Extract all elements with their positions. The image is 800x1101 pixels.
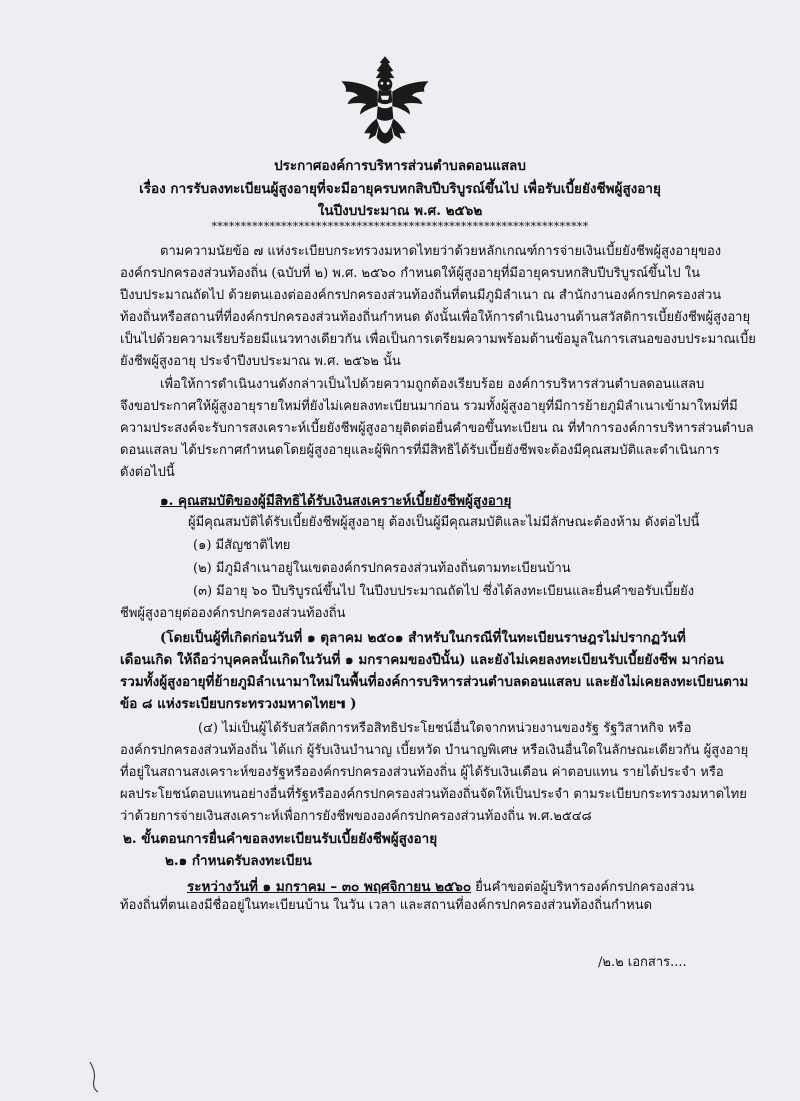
criteria-item-1: (๑) มีสัญชาติไทย — [193, 538, 291, 553]
section21-heading: ๒.๑ กำหนดรับลงทะเบียน — [165, 853, 312, 869]
registration-period — [187, 876, 694, 896]
para2-line: ดอนแสลบ ได้ประกาศกำหนดโดยผู้สูงอายุและผู้พิการที่มีสิทธิได้รับเบี้ยยังชีพจะต้องมีคุณสมบัติและดำเนินการ — [120, 443, 720, 458]
bold-note-line: รวมทั้งผู้สูงอายุที่ย้ายภูมิลำเนามาใหม่ในพื้นที่องค์การบริหารส่วนตำบลดอนแสลบ และยังไม่เคยลงทะเบียนตาม — [120, 674, 749, 690]
para1-line: ปีงบประมาณถัดไป ด้วยตนเองต่อองค์กรปกครองส่วนท้องถิ่นที่ตนมีภูมิลำเนา ณ สำนักงานองค์กรปกครองส่วน — [120, 288, 722, 303]
section1-intro: ผู้มีคุณสมบัติได้รับเบี้ยยังชีพผู้สูงอายุ ต้องเป็นผู้มีคุณสมบัติและไม่มีลักษณะต้องห้าม ดังต่อไปนี้ — [188, 515, 700, 530]
section1-heading: ๑. คุณสมบัติของผู้มีสิทธิได้รับเงินสงเคราะห์เบี้ยยังชีพผู้สูงอายุ — [160, 493, 512, 509]
criteria-item-3-cont: ชีพผู้สูงอายุต่อองค์กรปกครองส่วนท้องถิ่น — [120, 606, 346, 621]
notice-subject: เรื่อง การรับลงทะเบียนผู้สูงอายุที่จะมีอายุครบหกสิบปีบริบูรณ์ขึ้นไป เพื่อรับเบี้ยยังชีพผู้สูงอายุ — [139, 181, 661, 197]
garuda-emblem-icon — [333, 50, 437, 154]
registration-period-text: ยื่นคำขอต่อผู้บริหารองค์กรปกครองส่วน — [471, 880, 695, 895]
para2-line: จึงขอประกาศให้ผู้สูงอายุรายใหม่ที่ยังไม่เคยลงทะเบียนมาก่อน รวมทั้งผู้สูงอายุที่มีการย้ายภูมิลำเนาเข้ามาใหม่ที่มี — [120, 399, 738, 414]
registration-period-cont: ท้องถิ่นที่ตนเองมีชื่ออยู่ในทะเบียนบ้าน ในวัน เวลา และสถานที่องค์กรปกครองส่วนท้องถิ่นกำหนด — [120, 898, 653, 913]
criteria-item-3: (๓) มีอายุ ๖๐ ปีบริบูรณ์ขึ้นไป ในปีงบประมาณถัดไป ซึ่งได้ลงทะเบียนและยื่นคำขอรับเบี้ยยัง — [193, 584, 695, 599]
para1-line: ตามความนัยข้อ ๗ แห่งระเบียบกระทรวงมหาดไทยว่าด้วยหลักเกณฑ์การจ่ายเงินเบี้ยยังชีพผู้สูงอายุของ — [160, 244, 722, 259]
para1-line: องค์กรปกครองส่วนท้องถิ่น (ฉบับที่ ๒) พ.ศ. ๒๕๖๐ กำหนดให้ผู้สูงอายุที่มีอายุครบหกสิบปีบริบูรณ์ขึ้นไป ใน — [120, 266, 700, 281]
para1-line: เป็นไปด้วยความเรียบร้อยมีแนวทางเดียวกัน เพื่อเป็นการเตรียมความพร้อมด้านข้อมูลในการเสนอของบประมาณเบี้ย — [120, 332, 756, 347]
criteria-item-4-cont: องค์กรปกครองส่วนท้องถิ่น ได้แก่ ผู้รับเงินบำนาญ เบี้ยหวัด บำนาญพิเศษ หรือเงินอื่นใดในลักษณะเดียวกัน ผู้สูงอายุ — [120, 743, 749, 758]
notice-title: ประกาศองค์การบริหารส่วนตำบลดอนแสลบ — [274, 158, 526, 174]
criteria-item-4-cont: ผลประโยชน์ตอบแทนอย่างอื่นที่รัฐหรือองค์กรปกครองส่วนท้องถิ่นจัดให้เป็นประจำ ตามระเบียบกระทรวงมหาดไทย — [120, 787, 747, 802]
criteria-item-4: (๔) ไม่เป็นผู้ได้รับสวัสดิการหรือสิทธิประโยชน์อื่นใดจากหน่วยงานของรัฐ รัฐวิสาหกิจ หรือ — [198, 721, 692, 736]
section2-heading: ๒. ขั้นตอนการยื่นคำขอลงทะเบียนรับเบี้ยยังชีพผู้สูงอายุ — [123, 831, 438, 847]
para1-line: ยังชีพผู้สูงอายุ ประจำปีงบประมาณ พ.ศ. ๒๕๖๒ นั้น — [120, 354, 401, 369]
para2-line: เพื่อให้การดำเนินงานดังกล่าวเป็นไปด้วยความถูกต้องเรียบร้อย องค์การบริหารส่วนตำบลดอนแสลบ — [160, 377, 705, 392]
continued-marker: /๒.๒ เอกสาร.... — [598, 955, 687, 970]
bold-note-line: เดือนเกิด ให้ถือว่าบุคคลนั้นเกิดในวันที่ ๑ มกราคมของปีนั้น) และยังไม่เคยลงทะเบียนรับเบี้ยยังชีพ มาก่อน — [120, 652, 724, 668]
criteria-item-4-cont: ที่อยู่ในสถานสงเคราะห์ของรัฐหรือองค์กรปกครองส่วนท้องถิ่น ผู้ได้รับเงินเดือน ค่าตอบแทน รายได้ประจำ หรือ — [120, 765, 724, 780]
para2-line: ความประสงค์จะรับการสงเคราะห์เบี้ยยังชีพผู้สูงอายุติดต่อยื่นคำขอขึ้นทะเบียน ณ ที่ทำการองค์การบริหารส่วนตำบล — [120, 421, 754, 436]
para1-line: ท้องถิ่นหรือสถานที่ที่องค์กรปกครองส่วนท้องถิ่นกำหนด ดังนั้นเพื่อให้การดำเนินงานด้านสวัสดิการเบี้ยยังชีพผู้สูงอายุ — [120, 310, 751, 325]
criteria-item-4-cont: ว่าด้วยการจ่ายเงินสงเคราะห์เพื่อการยังชีพขององค์กรปกครองส่วนท้องถิ่น พ.ศ.๒๕๔๘ — [120, 809, 592, 824]
notice-fiscal-year: ในปีงบประมาณ พ.ศ. ๒๕๖๒ — [317, 203, 483, 219]
stray-pen-mark-icon — [86, 1060, 108, 1094]
registration-period-dates: ระหว่างวันที่ ๑ มกราคม – ๓๐ พฤศจิกายน ๒๕๖๐ — [187, 879, 472, 895]
bold-note-line: ข้อ ๘ แห่งระเบียบกระทรวงมหาดไทย๚ ) — [120, 696, 357, 712]
para2-line: ดังต่อไปนี้ — [120, 465, 175, 480]
separator-line: ***************************************************************** — [211, 220, 589, 233]
criteria-item-2: (๒) มีภูมิลำเนาอยู่ในเขตองค์กรปกครองส่วนท้องถิ่นตามทะเบียนบ้าน — [193, 561, 571, 576]
bold-note-line: (โดยเป็นผู้ที่เกิดก่อนวันที่ ๑ ตุลาคม ๒๕๐๑ สำหรับในกรณีที่ในทะเบียนราษฎรไม่ปรากฏวันที่ — [160, 630, 686, 646]
